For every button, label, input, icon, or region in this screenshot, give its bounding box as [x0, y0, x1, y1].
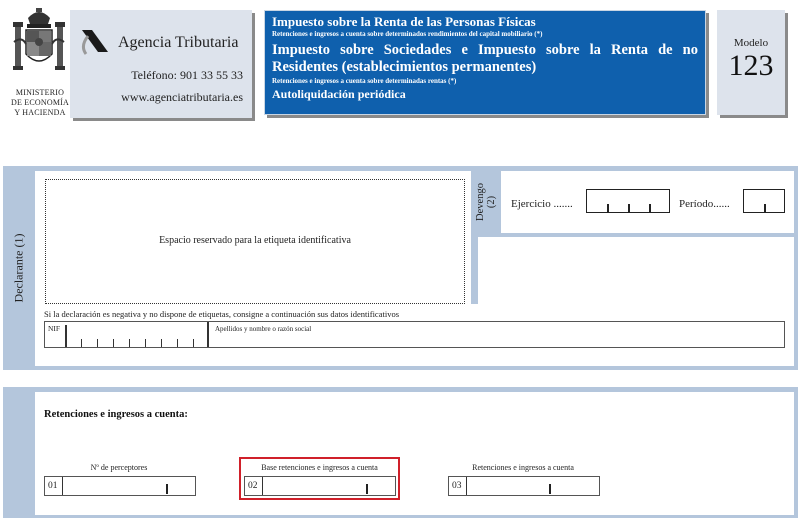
field-02-highlight: [239, 457, 400, 500]
nif-label: NIF: [48, 324, 61, 333]
title-autoliquidacion: Autoliquidación periódica: [272, 87, 406, 101]
field-03-number: 03: [449, 477, 467, 495]
devengo-lower-panel: [478, 237, 794, 317]
devengo-panel: [471, 171, 794, 233]
declarante-section: [3, 166, 798, 370]
modelo-label: Modelo: [733, 37, 769, 49]
retenciones-section: [3, 387, 798, 518]
field-03-retenciones[interactable]: [448, 476, 600, 496]
field-01-number: 01: [45, 477, 63, 495]
ejercicio-input[interactable]: [586, 189, 670, 213]
title-irpf: Impuesto sobre la Renta de las Personas Físicas: [272, 14, 536, 29]
devengo-label-tab: [471, 171, 501, 233]
form-title-box: [264, 10, 706, 115]
royal-crest-icon: [12, 6, 66, 86]
agency-box: [70, 10, 252, 118]
nif-name-row: [44, 321, 785, 348]
title-sociedades-sub: Retenciones e ingresos a cuenta sobre determinadas rentas (*): [272, 77, 457, 85]
ministry-line1: MINISTERIO: [15, 88, 65, 97]
agency-website[interactable]: www.agenciatributaria.es: [121, 90, 243, 104]
modelo-box: [717, 10, 785, 115]
retenciones-panel: [35, 392, 794, 515]
agencia-logo-icon: [80, 26, 110, 56]
declarante-label: Declarante (1): [11, 233, 26, 303]
field-02-number: 02: [245, 477, 263, 495]
retenciones-title: Retenciones e ingresos a cuenta:: [44, 409, 188, 420]
devengo-label-line2: (2): [486, 195, 497, 209]
ministry-line2: DE ECONOMÍA: [11, 98, 69, 107]
modelo-number: 123: [728, 49, 774, 82]
field-01-caption: Nº de perceptores: [90, 463, 148, 472]
nif-divider: [207, 322, 209, 347]
negative-declaration-note: Si la declaración es negativa y no dispone de etiquetas, consigne a continuación sus datos identificativos: [44, 309, 400, 319]
agency-phone: Teléfono: 901 33 55 33: [131, 68, 243, 82]
field-02-caption: Base retenciones e ingresos a cuenta: [261, 463, 378, 472]
devengo-label: [475, 183, 497, 221]
ministry-name: [0, 88, 80, 118]
ejercicio-label: Ejercicio .......: [511, 198, 573, 210]
field-01-perceptores[interactable]: [44, 476, 196, 496]
name-input[interactable]: [210, 322, 784, 347]
name-label: Apellidos y nombre o razón social: [215, 325, 312, 333]
periodo-label: Período......: [679, 198, 730, 210]
label-space-area: [45, 179, 465, 304]
field-03-caption: Retenciones e ingresos a cuenta: [472, 463, 574, 472]
declarante-label-tab: [3, 166, 35, 370]
title-sociedades: Impuesto sobre Sociedades e Impuesto sobre la Renta de no Residentes (establecimientos permanentes): [272, 42, 698, 75]
nif-input[interactable]: [45, 322, 207, 347]
title-irpf-sub: Retenciones e ingresos a cuenta sobre determinados rendimientos del capital mobiliario (*): [272, 30, 543, 38]
label-space-text: Espacio reservado para la etiqueta identificativa: [159, 235, 351, 246]
agency-name: Agencia Tributaria: [118, 34, 239, 51]
devengo-label-line1: Devengo: [475, 183, 486, 221]
ministry-line3: Y HACIENDA: [14, 108, 66, 117]
periodo-input[interactable]: [743, 189, 785, 213]
